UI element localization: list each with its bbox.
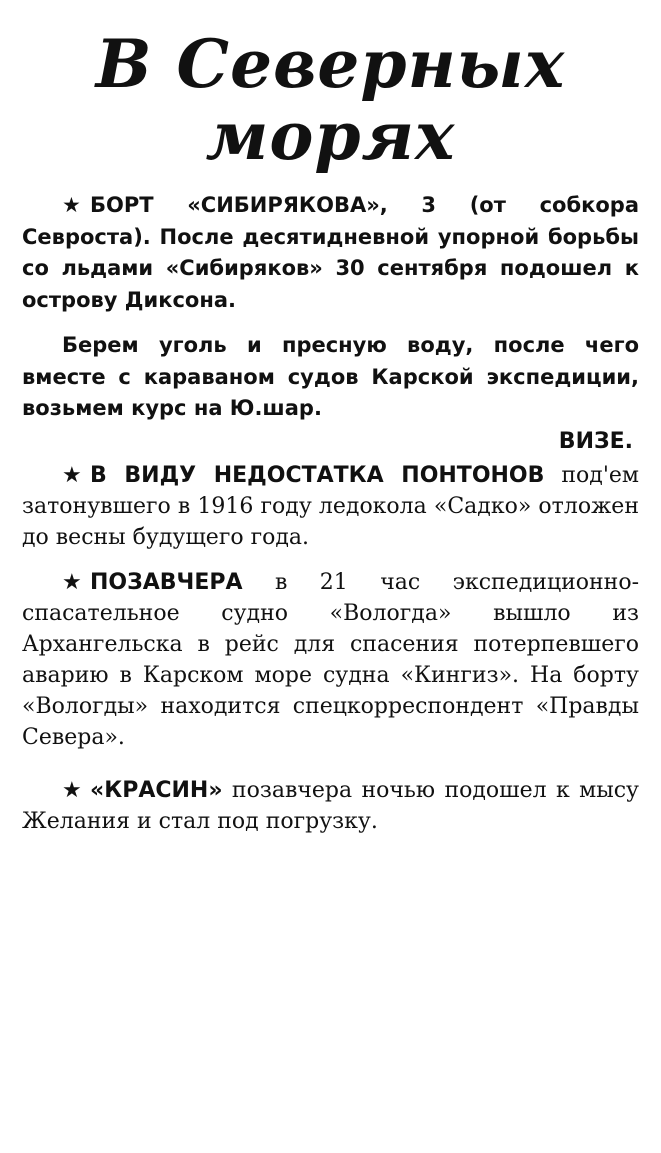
- star-icon: ★: [62, 462, 82, 488]
- star-icon: ★: [62, 193, 81, 217]
- star-icon: ★: [62, 777, 82, 803]
- news-item-vologda: [22, 567, 639, 753]
- headline-line-1: В Северных: [95, 25, 566, 103]
- signature: ВИЗЕ.: [558, 428, 633, 454]
- news-item-sibiryakov: [22, 190, 639, 316]
- news-item-text: под'ем затонувшего в 1916 году ледокола «Садко» отложен до весны будущего года.: [22, 462, 639, 550]
- news-item-lead: «КРАСИН»: [90, 777, 223, 803]
- star-icon: ★: [62, 569, 82, 595]
- news-item-krasin: [22, 775, 639, 837]
- news-item-text: в 21 час экспедиционно-спасательное судно «Вологда» вышло из Архангельска в рейс для спасения потерпевшего аварию в Карском море судна «Кингиз». На борту «Вологды» находится спецкорреспондент «Правды Севера».: [22, 569, 639, 750]
- news-item-coal-water: [22, 330, 639, 425]
- news-item-text: Берем уголь и пресную воду, после чего вместе с караваном судов Карской экспедиции, возьмем курс на Ю.шар.: [22, 333, 639, 420]
- headline-line-2: морях: [205, 97, 456, 175]
- news-item-lead: ПОЗАВЧЕРА: [90, 569, 243, 595]
- news-item-text: БОРТ «СИБИРЯКОВА», 3 (от собкора Севроста). После десятидневной упорной борьбы со льдами «Сибиряков» 30 сентября подошел к острову Диксона.: [22, 193, 639, 312]
- headline: [22, 25, 639, 175]
- news-item-pontoons: [22, 460, 639, 553]
- news-item-text: позавчера ночью подошел к мысу Желания и стал под погрузку.: [22, 777, 639, 834]
- news-item-lead: В ВИДУ НЕДОСТАТКА ПОНТОНОВ: [90, 462, 545, 488]
